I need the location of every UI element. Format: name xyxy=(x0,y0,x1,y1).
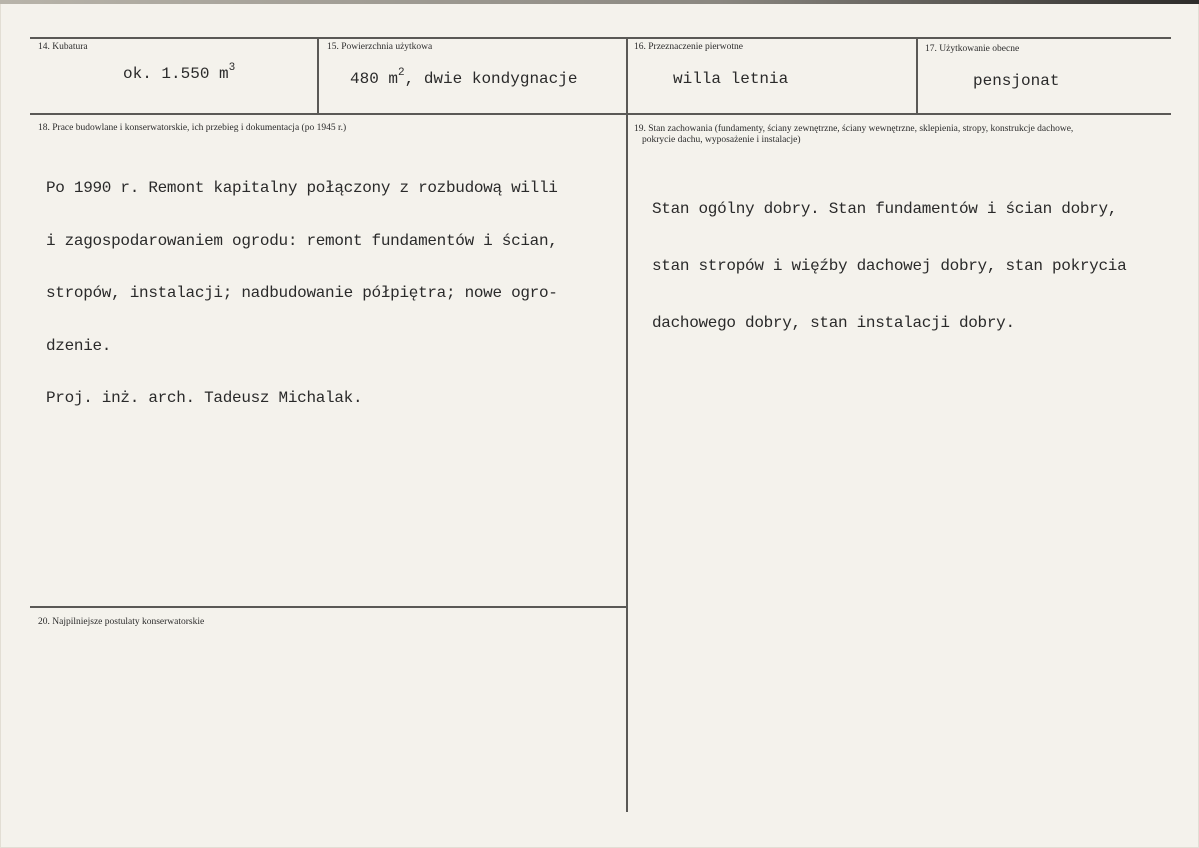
field-15-value xyxy=(350,67,578,88)
field-18-line: Proj. inż. arch. Tadeusz Michalak. xyxy=(46,389,363,407)
field-18-line: i zagospodarowaniem ogrodu: remont fundamentów i ścian, xyxy=(46,231,558,250)
field-19-line: Stan ogólny dobry. Stan fundamentów i ścian dobry, xyxy=(652,200,1118,218)
field-15-label: 15. Powierzchnia użytkowa xyxy=(327,42,433,52)
divider-top xyxy=(30,37,1171,39)
divider-col3 xyxy=(916,37,918,114)
field-15-storeys: , dwie kondygnacje xyxy=(404,70,578,88)
field-18-line: Po 1990 r. Remont kapitalny połączony z rozbudową willi xyxy=(46,179,558,197)
field-19-label xyxy=(634,124,1073,146)
field-16-value: willa letnia xyxy=(673,70,789,88)
field-14-exponent: 3 xyxy=(228,62,236,74)
field-18-label: 18. Prace budowlane i konserwatorskie, ich przebieg i dokumentacja (po 1945 r.) xyxy=(38,123,347,133)
field-16-label: 16. Przeznaczenie pierwotne xyxy=(634,42,743,52)
field-19-line: stan stropów i więźby dachowej dobry, stan pokrycia xyxy=(652,257,1127,275)
field-14-value xyxy=(123,62,236,83)
divider-col1 xyxy=(317,37,319,114)
field-15-exponent: 2 xyxy=(398,67,405,79)
divider-col2 xyxy=(626,37,628,812)
field-20-label: 20. Najpilniejsze postulaty konserwatorskie xyxy=(38,617,205,627)
field-14-label: 14. Kubatura xyxy=(38,42,88,52)
top-edge-band xyxy=(0,0,1199,4)
field-14-text: ok. 1.550 m xyxy=(123,65,229,83)
field-18-text xyxy=(46,145,558,443)
field-19-line: dachowego dobry, stan instalacji dobry. xyxy=(652,314,1015,332)
field-19-label-line: 19. Stan zachowania (fundamenty, ściany zewnętrzne, ściany wewnętrzne, sklepienia, stropy, konstrukcje dachowe, xyxy=(634,124,1074,134)
field-19-text xyxy=(652,162,1126,371)
field-18-line: stropów, instalacji; nadbudowanie półpiętra; nowe ogro- xyxy=(46,284,558,302)
field-18-line: dzenie. xyxy=(46,336,112,355)
divider-section20 xyxy=(30,606,627,608)
divider-row1 xyxy=(30,113,1171,115)
field-17-value: pensjonat xyxy=(973,72,1060,90)
field-17-label: 17. Użytkowanie obecne xyxy=(925,44,1020,54)
field-19-label-line: pokrycie dachu, wyposażenie i instalacje) xyxy=(642,135,801,145)
field-15-area: 480 m xyxy=(350,70,399,88)
